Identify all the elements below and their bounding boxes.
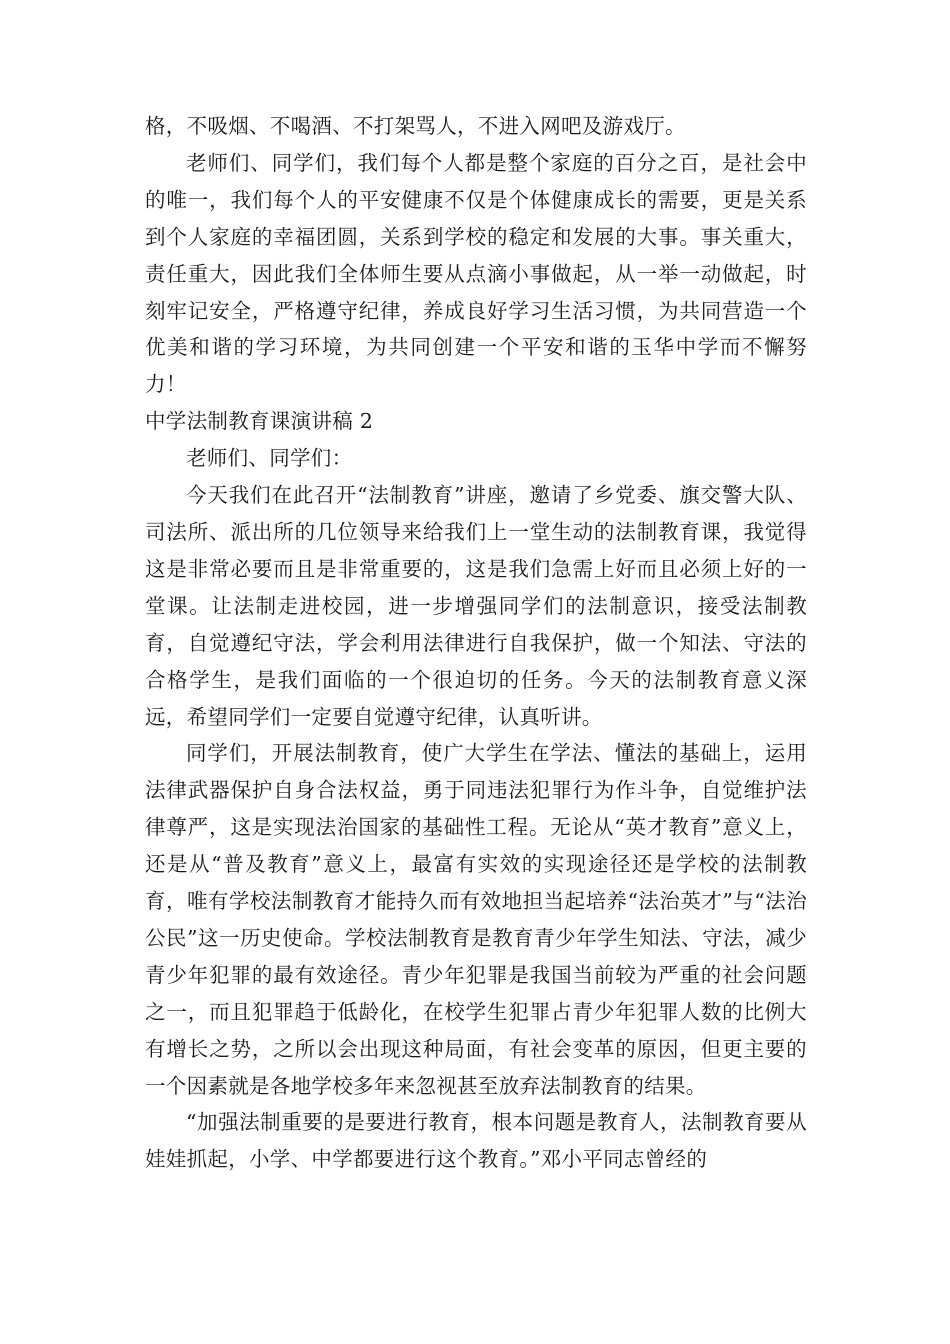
- paragraph-safety-appeal: 老师们、同学们，我们每个人都是整个家庭的百分之百，是社会中的唯一，我们每个人的平安健康不仅是个体健康成长的需要，更是关系到个人家庭的幸福团圆，关系到学校的稳定和发展的大事。事关重大，责任重大，因此我们全体师生要从点滴小事做起，从一举一动做起，时刻牢记安全，严格遵守纪律，养成良好学习生活习惯，为共同营造一个优美和谐的学习环境，为共同创建一个平安和谐的玉华中学而不懈努力！: [145, 150, 807, 397]
- section-heading: 中学法制教育课演讲稿 2: [145, 409, 374, 434]
- document-page: [145, 108, 807, 1178]
- paragraph-quote: “加强法制重要的是要进行教育，根本问题是教育人，法制教育要从娃娃抓起，小学、中学都要进行这个教育。”邓小平同志曾经的: [145, 1110, 807, 1172]
- paragraph-lecture-intro: 今天我们在此召开“法制教育”讲座，邀请了乡党委、旗交警大队、司法所、派出所的几位领导来给我们上一堂生动的法制教育课，我觉得这是非常必要而且是非常重要的，这是我们急需上好而且必须上好的一堂课。让法制走进校园，进一步增强同学们的法制意识，接受法制教育，自觉遵纪守法，学会利用法律进行自我保护，做一个知法、守法的合格学生，是我们面临的一个很迫切的任务。今天的法制教育意义深远，希望同学们一定要自觉遵守纪律，认真听讲。: [145, 483, 807, 729]
- paragraph-continuation: 格，不吸烟、不喝酒、不打架骂人，不进入网吧及游戏厅。: [145, 114, 686, 138]
- paragraph-salutation: 老师们、同学们：: [186, 446, 353, 471]
- paragraph-legal-education: 同学们，开展法制教育，使广大学生在学法、懂法的基础上，运用法律武器保护自身合法权益，勇于同违法犯罪行为作斗争，自觉维护法律尊严，这是实现法治国家的基础性工程。无论从“英才教育”意义上，还是从“普及教育”意义上，最富有实效的实现途径还是学校的法制教育，唯有学校法制教育才能持久而有效地担当起培养“法治英才”与“法治公民”这一历史使命。学校法制教育是教育青少年学生知法、守法，减少青少年犯罪的最有效途径。青少年犯罪是我国当前较为严重的社会问题之一，而且犯罪趋于低龄化，在校学生犯罪占青少年犯罪人数的比例大有增长之势，之所以会出现这种局面，有社会变革的原因，但更主要的一个因素就是各地学校多年来忽视甚至放弃法制教育的结果。: [145, 741, 807, 1098]
